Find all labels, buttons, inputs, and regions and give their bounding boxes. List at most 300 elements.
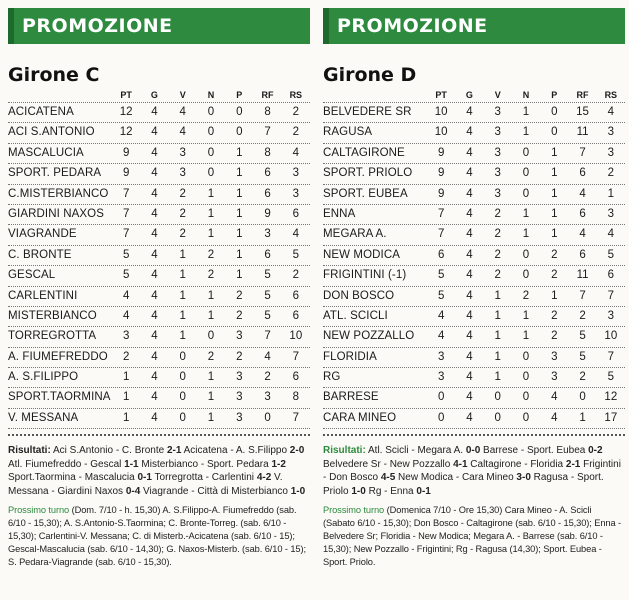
stat-cell: 1 bbox=[494, 350, 501, 363]
stat-cell: 5 bbox=[292, 248, 300, 261]
match-teams: Belvedere Sr - New Pozzallo bbox=[323, 458, 454, 470]
stat-cell: 4 bbox=[466, 391, 473, 404]
column-header: P bbox=[236, 90, 243, 100]
stat-cell: 0 bbox=[207, 106, 215, 118]
stat-cell: 4 bbox=[466, 330, 473, 343]
stat-cell: 7 bbox=[437, 228, 445, 241]
stat-cell: 2 bbox=[264, 371, 271, 384]
team-name: A. S.FILIPPO bbox=[8, 371, 79, 384]
stat-cell: 9 bbox=[437, 167, 445, 180]
table-row bbox=[323, 287, 625, 307]
team-name: RAGUSA bbox=[323, 126, 373, 139]
stat-cell: 6 bbox=[292, 309, 300, 322]
team-name: SPORT. PRIOLO bbox=[323, 167, 413, 180]
team-name: GIARDINI NAXOS bbox=[8, 207, 104, 220]
team-name: VIAGRANDE bbox=[8, 228, 77, 241]
team-name: V. MESSANA bbox=[8, 411, 79, 424]
match-teams: Atl. Fiumefreddo - Gescal bbox=[8, 458, 125, 470]
stat-cell: 2 bbox=[522, 289, 530, 302]
stat-cell: 4 bbox=[607, 106, 615, 118]
stat-cell: 8 bbox=[292, 391, 300, 404]
table-row bbox=[8, 368, 310, 388]
stat-cell: 0 bbox=[551, 126, 558, 139]
stat-cell: 7 bbox=[264, 330, 271, 343]
stat-cell: 8 bbox=[264, 106, 271, 118]
group-title: Girone D bbox=[323, 64, 417, 86]
match-teams: New Modica - Cara Mineo bbox=[395, 472, 517, 484]
stat-cell: 4 bbox=[292, 146, 300, 159]
stat-cell: 4 bbox=[151, 289, 158, 302]
stat-cell: 2 bbox=[207, 248, 215, 261]
stat-cell: 7 bbox=[122, 228, 130, 241]
stat-cell: 2 bbox=[494, 248, 501, 261]
table-row bbox=[8, 266, 310, 286]
stat-cell: 3 bbox=[494, 167, 501, 180]
match-score: 4-5 bbox=[380, 472, 396, 484]
stat-cell: 4 bbox=[179, 126, 186, 139]
stat-cell: 3 bbox=[179, 146, 186, 159]
stat-cell: 6 bbox=[579, 248, 586, 261]
stat-cell: 0 bbox=[179, 391, 186, 404]
stat-cell: 6 bbox=[264, 248, 271, 261]
stat-cell: 9 bbox=[264, 207, 271, 220]
stat-cell: 10 bbox=[434, 106, 448, 118]
stat-cell: 2 bbox=[494, 269, 501, 282]
stat-cell: 1 bbox=[522, 106, 530, 118]
stat-cell: 1 bbox=[551, 228, 558, 241]
match-score: 4-2 bbox=[256, 472, 272, 484]
stat-cell: 1 bbox=[236, 146, 243, 159]
stat-cell: 1 bbox=[207, 289, 215, 302]
stat-cell: 2 bbox=[579, 371, 586, 384]
match-teams: Atl. Scicli - Megara A. bbox=[365, 445, 466, 456]
team-name: SPORT. PEDARA bbox=[8, 167, 102, 180]
table-row bbox=[323, 266, 625, 286]
stat-cell: 4 bbox=[466, 269, 473, 282]
match-score: 0-2 bbox=[588, 445, 603, 456]
team-name: SPORT.TAORMINA bbox=[8, 391, 111, 404]
stat-cell: 5 bbox=[437, 269, 445, 282]
stat-cell: 3 bbox=[122, 330, 130, 343]
team-name: ENNA bbox=[323, 207, 356, 220]
stat-cell: 0 bbox=[522, 391, 530, 404]
stat-cell: 5 bbox=[607, 248, 615, 261]
team-name: DON BOSCO bbox=[323, 289, 395, 302]
stat-cell: 4 bbox=[607, 228, 615, 241]
column-header: RF bbox=[261, 90, 274, 100]
team-name: CARLENTINI bbox=[8, 289, 78, 302]
header-team-blank bbox=[323, 88, 427, 102]
table-row bbox=[323, 327, 625, 347]
table-row bbox=[8, 246, 310, 266]
stat-cell: 2 bbox=[292, 106, 300, 118]
next-round-label: Prossimo turno bbox=[323, 505, 385, 516]
stat-cell: 4 bbox=[466, 106, 473, 118]
stat-cell: 1 bbox=[179, 248, 186, 261]
stat-cell: 4 bbox=[551, 391, 558, 404]
stat-cell: 1 bbox=[179, 289, 186, 302]
stat-cell: 11 bbox=[576, 269, 589, 282]
stat-cell: 1 bbox=[522, 126, 530, 139]
table-row bbox=[323, 225, 625, 245]
stat-cell: 3 bbox=[607, 146, 615, 159]
stat-cell: 3 bbox=[236, 371, 243, 384]
match-score: 2-1 bbox=[166, 445, 182, 456]
team-name: BELVEDERE SR bbox=[323, 106, 412, 118]
team-name: FRIGINTINI (-1) bbox=[323, 269, 407, 282]
team-name: ACICATENA bbox=[8, 106, 74, 118]
group-title: Girone C bbox=[8, 64, 100, 86]
stat-cell: 7 bbox=[579, 146, 586, 159]
stat-cell: 4 bbox=[122, 309, 130, 322]
match-score: 0-1 bbox=[137, 472, 152, 484]
stat-cell: 4 bbox=[466, 126, 473, 139]
table-row bbox=[323, 123, 625, 143]
stat-cell: 0 bbox=[522, 187, 530, 200]
standings-table bbox=[323, 88, 625, 429]
stat-cell: 0 bbox=[207, 146, 215, 159]
team-name: MEGARA A. bbox=[323, 228, 387, 241]
header-team-blank bbox=[8, 88, 112, 102]
stat-cell: 7 bbox=[122, 187, 130, 200]
match-score: 1-2 bbox=[271, 458, 286, 470]
results-block bbox=[8, 434, 310, 568]
stat-cell: 4 bbox=[466, 228, 473, 241]
next-round-label: Prossimo turno bbox=[8, 505, 70, 516]
stat-cell: 4 bbox=[179, 106, 186, 118]
stat-cell: 7 bbox=[264, 126, 271, 139]
stat-cell: 9 bbox=[437, 146, 445, 159]
stat-cell: 3 bbox=[264, 391, 271, 404]
stat-cell: 1 bbox=[207, 391, 215, 404]
stat-cell: 0 bbox=[522, 167, 530, 180]
stat-cell: 1 bbox=[122, 391, 130, 404]
stat-cell: 4 bbox=[466, 411, 473, 424]
column-header: P bbox=[551, 90, 558, 100]
team-name: CALTAGIRONE bbox=[323, 146, 405, 159]
stat-cell: 1 bbox=[179, 309, 186, 322]
match-teams: Misterbianco - Sport. Pedara bbox=[138, 458, 272, 470]
stat-cell: 0 bbox=[437, 391, 445, 404]
match-score: 4-1 bbox=[453, 458, 468, 470]
stat-cell: 0 bbox=[494, 391, 501, 404]
stat-cell: 4 bbox=[122, 289, 130, 302]
stat-cell: 4 bbox=[151, 167, 158, 180]
table-row bbox=[323, 144, 625, 164]
team-name: C.MISTERBIANCO bbox=[8, 187, 109, 200]
table-row bbox=[323, 164, 625, 184]
stat-cell: 4 bbox=[579, 228, 586, 241]
stat-cell: 1 bbox=[236, 228, 243, 241]
stat-cell: 1 bbox=[551, 167, 558, 180]
stat-cell: 3 bbox=[236, 330, 243, 343]
column-header: V bbox=[179, 90, 186, 100]
stat-cell: 4 bbox=[466, 371, 473, 384]
stat-cell: 0 bbox=[207, 167, 215, 180]
stat-cell: 1 bbox=[207, 187, 215, 200]
stat-cell: 6 bbox=[264, 167, 271, 180]
stat-cell: 4 bbox=[466, 167, 473, 180]
team-name: ATL. SCICLI bbox=[323, 309, 388, 322]
stat-cell: 1 bbox=[607, 187, 615, 200]
stat-cell: 3 bbox=[494, 187, 501, 200]
stat-cell: 1 bbox=[522, 228, 530, 241]
stat-cell: 4 bbox=[292, 228, 300, 241]
team-name: CARA MINEO bbox=[323, 411, 397, 424]
stat-cell: 4 bbox=[466, 350, 473, 363]
stat-cell: 1 bbox=[522, 207, 530, 220]
next-round-text: (Domenica 7/10 - Ore 15,30) Cara Mineo - A. Scicli (Sabato 6/10 - 15,30); Don Bosco - Caltagirone (sab. 6/10 - 15,30); Enna - Belvedere Sr; Floridia - New Modica; Megara A. - Barrese (sab. 6/10 - 15,30); New Pozzallo - Frigintini; Rg - Ragusa (14,30); Sport. Eubea - Sport. Priolo. bbox=[323, 505, 622, 567]
stat-cell: 4 bbox=[151, 126, 158, 139]
stat-cell: 0 bbox=[579, 391, 586, 404]
stat-cell: 1 bbox=[236, 269, 243, 282]
stat-cell: 12 bbox=[119, 106, 133, 118]
stat-cell: 6 bbox=[579, 167, 586, 180]
team-name: C. BRONTE bbox=[8, 248, 72, 261]
stat-cell: 0 bbox=[437, 411, 445, 424]
table-row bbox=[323, 246, 625, 266]
stat-cell: 3 bbox=[551, 371, 558, 384]
stat-cell: 2 bbox=[292, 269, 300, 282]
column-header: N bbox=[522, 90, 530, 100]
team-name: GESCAL bbox=[8, 269, 56, 282]
team-name: A. FIUMEFREDDO bbox=[8, 350, 108, 363]
stat-cell: 7 bbox=[437, 207, 445, 220]
stat-cell: 1 bbox=[207, 411, 215, 424]
stat-cell: 7 bbox=[292, 350, 300, 363]
table-row bbox=[8, 103, 310, 123]
table-row bbox=[8, 225, 310, 245]
match-teams: Ragusa - Sport. Priolo bbox=[323, 472, 604, 497]
table-header bbox=[323, 88, 625, 103]
stat-cell: 9 bbox=[437, 187, 445, 200]
team-name: RG bbox=[323, 371, 341, 384]
stat-cell: 4 bbox=[437, 330, 445, 343]
column-header: RS bbox=[604, 90, 618, 100]
stat-cell: 6 bbox=[437, 248, 445, 261]
table-row bbox=[8, 123, 310, 143]
team-name: MASCALUCIA bbox=[8, 146, 84, 159]
match-teams: Rg - Enna bbox=[365, 485, 417, 497]
results-paragraph bbox=[323, 444, 625, 498]
match-score: 1-0 bbox=[351, 485, 366, 497]
stat-cell: 4 bbox=[151, 391, 158, 404]
stat-cell: 4 bbox=[466, 187, 473, 200]
stat-cell: 1 bbox=[236, 248, 243, 261]
table-row bbox=[8, 307, 310, 327]
match-teams: Aci S.Antonio - C. Bronte bbox=[50, 445, 167, 456]
stat-cell: 4 bbox=[151, 146, 158, 159]
stat-cell: 1 bbox=[494, 309, 501, 322]
stat-cell: 2 bbox=[494, 207, 501, 220]
stat-cell: 0 bbox=[236, 106, 243, 118]
stat-cell: 4 bbox=[579, 187, 586, 200]
match-score: 0-0 bbox=[465, 445, 481, 456]
stat-cell: 2 bbox=[551, 309, 558, 322]
table-row bbox=[323, 348, 625, 368]
stat-cell: 10 bbox=[434, 126, 448, 139]
stat-cell: 4 bbox=[551, 411, 558, 424]
stat-cell: 1 bbox=[494, 330, 501, 343]
match-teams: Acicatena - A. S.Filippo bbox=[181, 445, 290, 456]
stat-cell: 9 bbox=[122, 167, 130, 180]
team-name: SPORT. EUBEA bbox=[323, 187, 408, 200]
match-teams: V. Messana - Giardini Naxos bbox=[8, 472, 283, 497]
standings-table bbox=[8, 88, 310, 429]
next-round-text: (Dom. 7/10 - h. 15,30) A. S.Filippo-A. Fiumefreddo (sab. 6/10 - 15,30); A. S.Antonio-S.Taormina; C. Bronte-Torreg. (sab. 6/10 - 15,30); Carlentini-V. Messana; C. di Misterb.-Acicatena (sab. 6/10 - 15); Gescal-Mascalucia (sab. 6/10 - 14,30); G. Naxos-Misterb. (sab. 6/10 - 15); S. Pedara-Viagrande (sab. 6/10 - 15,30). bbox=[8, 505, 306, 567]
stat-cell: 4 bbox=[151, 187, 158, 200]
stat-cell: 4 bbox=[151, 228, 158, 241]
stat-cell: 12 bbox=[119, 126, 133, 139]
stat-cell: 0 bbox=[207, 126, 215, 139]
stat-cell: 0 bbox=[264, 411, 271, 424]
stat-cell: 1 bbox=[207, 309, 215, 322]
stat-cell: 1 bbox=[579, 411, 586, 424]
next-round-paragraph bbox=[8, 504, 310, 568]
section-banner: PROMOZIONE bbox=[323, 8, 625, 44]
stat-cell: 6 bbox=[579, 207, 586, 220]
results-text bbox=[323, 445, 621, 497]
stat-cell: 6 bbox=[264, 187, 271, 200]
stat-cell: 2 bbox=[236, 309, 243, 322]
stat-cell: 8 bbox=[264, 146, 271, 159]
stat-cell: 0 bbox=[522, 269, 530, 282]
stat-cell: 1 bbox=[494, 371, 501, 384]
stat-cell: 2 bbox=[179, 228, 186, 241]
section-banner: PROMOZIONE bbox=[8, 8, 310, 44]
stat-cell: 6 bbox=[292, 289, 300, 302]
match-score: 1-0 bbox=[290, 485, 306, 497]
stat-cell: 1 bbox=[551, 146, 558, 159]
stat-cell: 4 bbox=[151, 371, 158, 384]
column-header: V bbox=[494, 90, 501, 100]
match-teams: Barrese - Sport. Eubea bbox=[480, 445, 589, 456]
stat-cell: 0 bbox=[179, 350, 186, 363]
stat-cell: 1 bbox=[551, 289, 558, 302]
stat-cell: 1 bbox=[551, 207, 558, 220]
stat-cell: 1 bbox=[551, 187, 558, 200]
stat-cell: 3 bbox=[292, 167, 300, 180]
stat-cell: 7 bbox=[607, 289, 615, 302]
column-header: RF bbox=[576, 90, 589, 100]
stat-cell: 0 bbox=[494, 411, 501, 424]
stat-cell: 1 bbox=[522, 330, 530, 343]
stat-cell: 1 bbox=[207, 371, 215, 384]
team-name: NEW POZZALLO bbox=[323, 330, 415, 343]
stat-cell: 1 bbox=[122, 371, 130, 384]
stat-cell: 3 bbox=[236, 411, 243, 424]
stat-cell: 15 bbox=[576, 106, 589, 118]
match-teams: Frigintini - Don Bosco bbox=[323, 458, 621, 484]
stat-cell: 0 bbox=[522, 371, 530, 384]
table-row bbox=[323, 307, 625, 327]
table-row bbox=[8, 388, 310, 408]
stat-cell: 4 bbox=[151, 269, 158, 282]
stat-cell: 5 bbox=[579, 350, 586, 363]
stat-cell: 3 bbox=[437, 371, 445, 384]
team-name: FLORIDIA bbox=[323, 350, 377, 363]
stat-cell: 4 bbox=[151, 207, 158, 220]
results-text bbox=[8, 445, 305, 497]
stat-cell: 7 bbox=[292, 411, 300, 424]
stat-cell: 4 bbox=[437, 309, 445, 322]
stat-cell: 0 bbox=[236, 126, 243, 139]
stat-cell: 3 bbox=[179, 167, 186, 180]
stat-cell: 5 bbox=[437, 289, 445, 302]
stat-cell: 1 bbox=[522, 309, 530, 322]
stat-cell: 5 bbox=[579, 330, 586, 343]
table-row bbox=[323, 368, 625, 388]
table-header bbox=[8, 88, 310, 103]
stat-cell: 3 bbox=[551, 350, 558, 363]
match-score: 2-1 bbox=[565, 458, 581, 470]
stat-cell: 1 bbox=[179, 269, 186, 282]
stat-cell: 5 bbox=[264, 289, 271, 302]
stat-cell: 4 bbox=[151, 350, 158, 363]
stat-cell: 1 bbox=[236, 187, 243, 200]
table-row bbox=[8, 348, 310, 368]
stat-cell: 1 bbox=[179, 330, 186, 343]
table-row bbox=[323, 409, 625, 429]
stat-cell: 3 bbox=[607, 207, 615, 220]
column-header: PT bbox=[120, 90, 132, 100]
match-teams: Torregrotta - Carlentini bbox=[151, 472, 257, 484]
stat-cell: 2 bbox=[551, 248, 558, 261]
stat-cell: 1 bbox=[207, 228, 215, 241]
team-name: BARRESE bbox=[323, 391, 379, 404]
stat-cell: 5 bbox=[264, 269, 271, 282]
table-row bbox=[8, 409, 310, 429]
team-name: MISTERBIANCO bbox=[8, 309, 97, 322]
table-row bbox=[8, 144, 310, 164]
table-row bbox=[8, 205, 310, 225]
table-row bbox=[8, 327, 310, 347]
match-score: 0-4 bbox=[125, 485, 141, 497]
stat-cell: 4 bbox=[151, 248, 158, 261]
table-row bbox=[323, 205, 625, 225]
stat-cell: 2 bbox=[207, 269, 215, 282]
stat-cell: 3 bbox=[607, 126, 615, 139]
match-teams: Caltagirone - Floridia bbox=[467, 458, 566, 470]
stat-cell: 2 bbox=[179, 187, 186, 200]
column-header: G bbox=[150, 90, 158, 100]
results-block bbox=[323, 434, 625, 568]
stat-cell: 3 bbox=[292, 187, 300, 200]
match-teams: Viagrande - Città di Misterbianco bbox=[140, 485, 291, 497]
stat-cell: 2 bbox=[292, 126, 300, 139]
stat-cell: 5 bbox=[264, 309, 271, 322]
stat-cell: 3 bbox=[494, 146, 501, 159]
stat-cell: 3 bbox=[607, 309, 615, 322]
team-name: NEW MODICA bbox=[323, 248, 401, 261]
stat-cell: 0 bbox=[522, 248, 530, 261]
stat-cell: 2 bbox=[179, 207, 186, 220]
table-row bbox=[323, 185, 625, 205]
stat-cell: 2 bbox=[607, 167, 615, 180]
stat-cell: 12 bbox=[604, 391, 618, 404]
stat-cell: 10 bbox=[289, 330, 303, 343]
stat-cell: 1 bbox=[122, 411, 130, 424]
stat-cell: 4 bbox=[151, 411, 158, 424]
stat-cell: 11 bbox=[576, 126, 589, 139]
match-score: 1-1 bbox=[124, 458, 139, 470]
results-label: Risultati: bbox=[8, 445, 51, 456]
stat-cell: 4 bbox=[151, 106, 158, 118]
stat-cell: 2 bbox=[236, 350, 243, 363]
column-header: RS bbox=[289, 90, 303, 100]
stat-cell: 5 bbox=[122, 269, 130, 282]
stat-cell: 4 bbox=[466, 248, 473, 261]
